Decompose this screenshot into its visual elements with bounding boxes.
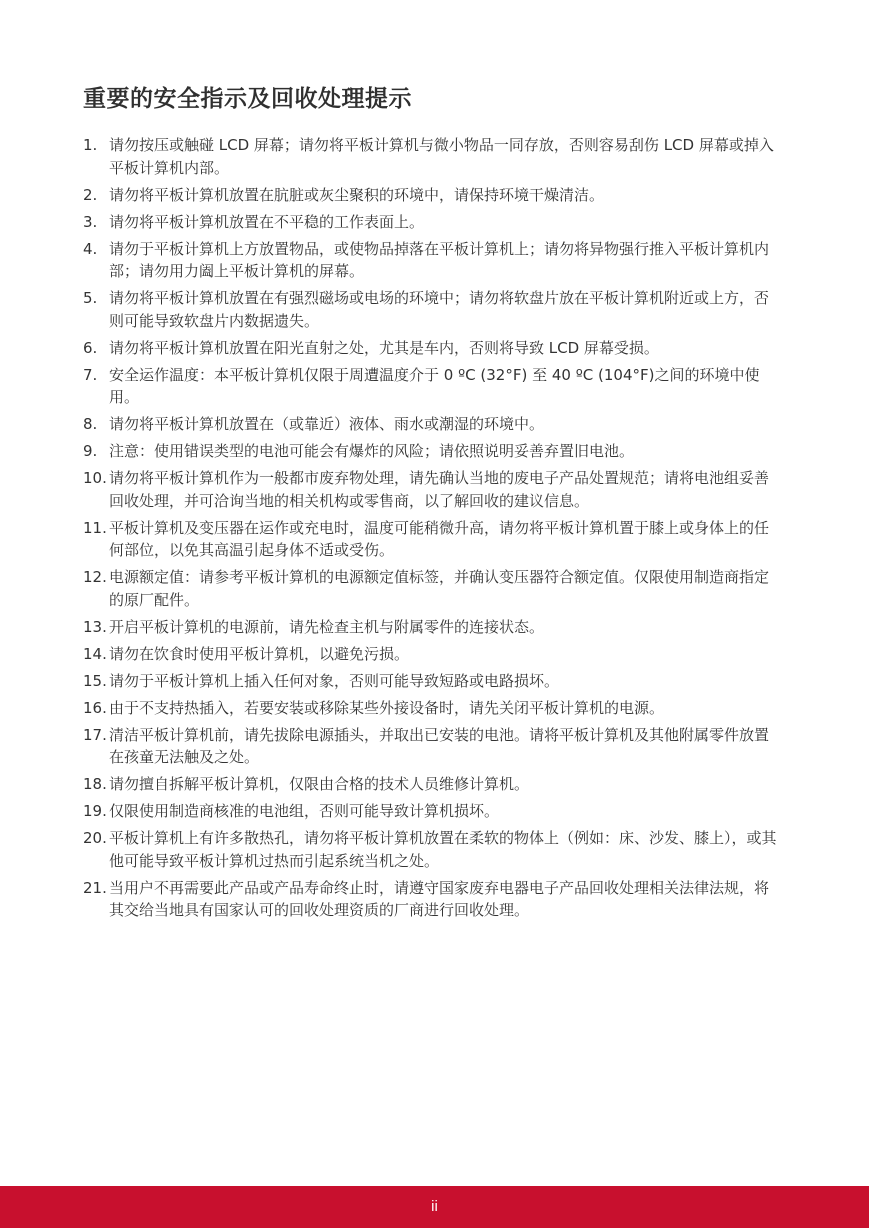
item-number: 6. (83, 338, 98, 357)
item-text: 请勿将平板计算机放置在有强烈磁场或电场的环境中；请勿将软盘片放在平板计算机附近或上方，否则可能导致软盘片内数据遗失。 (109, 289, 770, 330)
item-number: 4. (83, 239, 98, 258)
item-number: 19. (83, 802, 107, 820)
item-number: 21. (83, 878, 107, 897)
item-number: 20. (83, 829, 107, 847)
list-item (83, 827, 783, 872)
list-item (83, 724, 783, 769)
safety-instructions-list (83, 134, 783, 926)
item-number: 11. (83, 518, 107, 537)
item-text: 清洁平板计算机前，请先拔除电源插头，并取出已安装的电池。请将平板计算机及其他附属零件放置在孩童无法触及之处。 (109, 725, 770, 766)
item-text: 平板计算机及变压器在运作或充电时，温度可能稍微升高，请勿将平板计算机置于膝上或身体上的任何部位，以免其高温引起身体不适或受伤。 (109, 518, 770, 559)
item-number: 18. (83, 775, 107, 793)
list-item (83, 877, 783, 922)
list-item (83, 566, 783, 611)
item-number: 10. (83, 469, 107, 487)
list-item (83, 211, 783, 234)
item-number: 7. (83, 365, 98, 384)
item-text: 请勿将平板计算机作为一般都市废弃物处理，请先确认当地的废电子产品处置规范；请将电池组妥善回收处理，并可洽询当地的相关机构或零售商，以了解回收的建议信息。 (109, 469, 770, 510)
item-text: 仅限使用制造商核准的电池组，否则可能导致计算机损坏。 (109, 802, 500, 820)
item-number: 1. (83, 136, 98, 154)
item-text: 请勿将平板计算机放置在（或靠近）液体、雨水或潮湿的环境中。 (109, 415, 545, 433)
item-text: 安全运作温度：本平板计算机仅限于周遭温度介于 0 ºC (32°F) 至 40 ºC (104°F)之间的环境中使用。 (109, 365, 760, 406)
item-number: 16. (83, 698, 107, 717)
list-item (83, 134, 783, 179)
item-number: 17. (83, 725, 107, 744)
item-number: 9. (83, 442, 98, 460)
item-number: 8. (83, 415, 98, 433)
item-text: 当用户不再需要此产品或产品寿命终止时，请遵守国家废弃电器电子产品回收处理相关法律法规，将其交给当地具有国家认可的回收处理资质的厂商进行回收处理。 (109, 878, 770, 919)
list-item (83, 238, 783, 283)
item-text: 平板计算机上有许多散热孔，请勿将平板计算机放置在柔软的物体上（例如：床、沙发、膝上），或其他可能导致平板计算机过热而引起系统当机之处。 (109, 829, 777, 870)
item-text: 请勿在饮食时使用平板计算机，以避免污损。 (109, 644, 410, 663)
item-text: 请勿擅自拆解平板计算机，仅限由合格的技术人员维修计算机。 (109, 775, 530, 793)
list-item (83, 697, 783, 720)
item-text: 请勿于平板计算机上插入任何对象，否则可能导致短路或电路损坏。 (109, 671, 560, 690)
item-number: 3. (83, 212, 98, 231)
item-text: 请勿于平板计算机上方放置物品，或使物品掉落在平板计算机上；请勿将异物强行推入平板计算机内部；请勿用力阖上平板计算机的屏幕。 (109, 239, 770, 280)
item-number: 5. (83, 289, 98, 307)
list-item (83, 670, 783, 693)
list-item (83, 643, 783, 666)
list-item (83, 440, 783, 463)
list-item (83, 364, 783, 409)
item-number: 2. (83, 185, 98, 204)
footer-bar (0, 1186, 869, 1228)
list-item (83, 413, 783, 436)
item-text: 注意：使用错误类型的电池可能会有爆炸的风险；请依照说明妥善弃置旧电池。 (109, 442, 635, 460)
item-number: 14. (83, 644, 107, 663)
list-item (83, 616, 783, 639)
item-number: 15. (83, 671, 107, 690)
list-item (83, 337, 783, 360)
list-item (83, 467, 783, 512)
item-text: 请勿将平板计算机放置在不平稳的工作表面上。 (109, 212, 425, 231)
list-item (83, 800, 783, 823)
list-item (83, 517, 783, 562)
list-item (83, 287, 783, 332)
item-text: 由于不支持热插入，若要安装或移除某些外接设备时，请先关闭平板计算机的电源。 (109, 698, 665, 717)
page-number: ii (431, 1198, 438, 1215)
list-item (83, 773, 783, 796)
item-text: 电源额定值：请参考平板计算机的电源额定值标签，并确认变压器符合额定值。仅限使用制造商指定的原厂配件。 (109, 568, 770, 609)
item-text: 请勿将平板计算机放置在肮脏或灰尘聚积的环境中，请保持环境干燥清洁。 (109, 185, 605, 204)
list-item (83, 184, 783, 207)
item-number: 13. (83, 617, 107, 636)
item-text: 开启平板计算机的电源前，请先检查主机与附属零件的连接状态。 (109, 617, 545, 636)
page-title: 重要的安全指示及回收处理提示 (83, 86, 412, 112)
item-text: 请勿将平板计算机放置在阳光直射之处，尤其是车内，否则将导致 LCD 屏幕受损。 (109, 338, 659, 357)
item-number: 12. (83, 568, 107, 586)
item-text: 请勿按压或触碰 LCD 屏幕；请勿将平板计算机与微小物品一同存放，否则容易刮伤 LCD 屏幕或掉入平板计算机内部。 (109, 136, 774, 177)
